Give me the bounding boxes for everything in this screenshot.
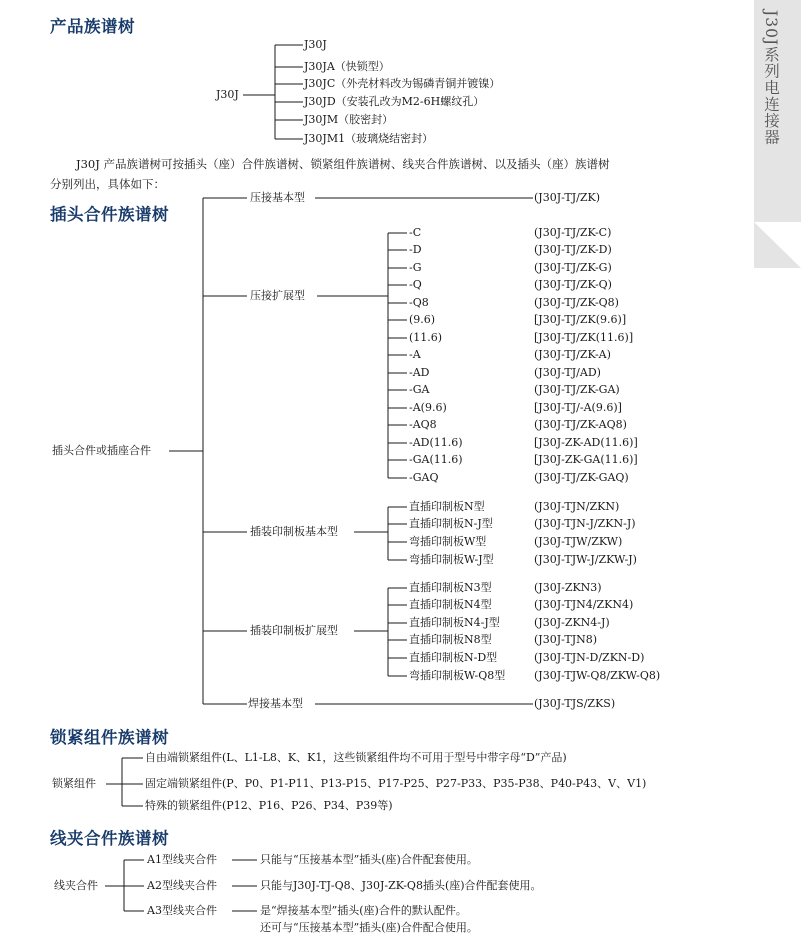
crimp-ext-code: (J30J-TJ/AD) <box>534 366 601 379</box>
crimp-ext-code: [J30J-TJ/-A(9.6)] <box>534 401 622 414</box>
pcb-basic-item: 弯插印制板W型 <box>409 535 487 548</box>
crimp-ext-code: (J30J-TJ/ZK-C) <box>534 226 612 239</box>
pcb-basic-code: (J30J-TJN/ZKN) <box>534 500 620 513</box>
crimp-ext-item: -G <box>409 261 422 274</box>
pcb-ext-code: (J30J-ZKN4-J) <box>534 616 610 629</box>
branch-pcb-ext: 插装印制板扩展型 <box>250 624 338 637</box>
crimp-ext-item: -AD <box>409 366 430 379</box>
tree-item: J30JC（外壳材料改为锡磷青铜并镀镍） <box>304 77 501 90</box>
crimp-ext-code: [J30J-ZK-AD(11.6)] <box>534 436 638 449</box>
pcb-ext-code: (J30J-TJW-Q8/ZKW-Q8) <box>534 669 661 682</box>
pcb-ext-item: 直插印制板N8型 <box>409 633 492 646</box>
pcb-basic-code: (J30J-TJW-J/ZKW-J) <box>534 553 637 566</box>
crimp-ext-item: -GA <box>409 383 430 396</box>
section-title-clamp-tree: 线夹合件族谱树 <box>50 829 169 848</box>
pcb-ext-code: (J30J-ZKN3) <box>534 581 602 594</box>
intro-paragraph-line1: J30J 产品族谱树可按插头（座）合件族谱树、锁紧组件族谱树、线夹合件族谱树、以及插头（座）族谱树 <box>76 157 610 171</box>
crimp-ext-code: (J30J-TJ/ZK-GAQ) <box>534 471 629 484</box>
tree-root-j30j: J30J <box>216 88 239 101</box>
crimp-ext-item: -C <box>409 226 422 239</box>
pcb-ext-item: 直插印制板N4型 <box>409 598 492 611</box>
crimp-ext-item: -A <box>409 348 421 361</box>
pcb-basic-code: (J30J-TJN-J/ZKN-J) <box>534 517 636 530</box>
clamp-item: A1型线夹合件 <box>147 853 217 866</box>
clamp-item: A2型线夹合件 <box>147 879 217 892</box>
branch-crimp-ext: 压接扩展型 <box>250 289 305 302</box>
tree-item: J30JA（快锁型） <box>304 60 390 73</box>
crimp-ext-code: (J30J-TJ/ZK-A) <box>534 348 611 361</box>
crimp-ext-code: (J30J-TJ/ZK-G) <box>534 261 612 274</box>
code-weld-basic: (J30J-TJS/ZKS) <box>534 697 616 710</box>
tree-root-clamp: 线夹合件 <box>54 879 98 892</box>
crimp-ext-item: -D <box>409 243 422 256</box>
crimp-ext-code: [J30J-TJ/ZK(9.6)] <box>534 313 627 326</box>
intro-paragraph-line2: 分别列出，具体如下： <box>50 177 165 191</box>
pcb-ext-code: (J30J-TJN8) <box>534 633 598 646</box>
crimp-ext-item: -AD(11.6) <box>409 436 463 449</box>
branch-crimp-basic: 压接基本型 <box>250 191 305 204</box>
crimp-ext-item: (11.6) <box>409 331 443 344</box>
pcb-ext-code: (J30J-TJN-D/ZKN-D) <box>534 651 645 664</box>
lock-item: 特殊的锁紧组件(P12、P16、P26、P34、P39等) <box>145 799 393 812</box>
section-title-lock-tree: 锁紧组件族谱树 <box>50 728 169 747</box>
crimp-ext-code: (J30J-TJ/ZK-AQ8) <box>534 418 627 431</box>
crimp-ext-code: (J30J-TJ/ZK-GA) <box>534 383 620 396</box>
branch-weld-basic: 焊接基本型 <box>248 697 303 710</box>
section-title-plug-tree: 插头合件族谱树 <box>50 205 169 224</box>
crimp-ext-item: -Q8 <box>409 296 429 309</box>
crimp-ext-item: -AQ8 <box>409 418 437 431</box>
lock-item: 固定端锁紧组件(P、P0、P1-P11、P13-P15、P17-P25、P27-P33、P35-P38、P40-P43、V、V1) <box>145 777 647 790</box>
branch-pcb-basic: 插装印制板基本型 <box>250 525 338 538</box>
tree-root-lock: 锁紧组件 <box>52 777 96 790</box>
crimp-ext-item: (9.6) <box>409 313 436 326</box>
pcb-ext-item: 直插印制板N-D型 <box>409 651 498 664</box>
crimp-ext-code: (J30J-TJ/ZK-D) <box>534 243 612 256</box>
crimp-ext-item: -GA(11.6) <box>409 453 463 466</box>
tree-item: J30JM（胶密封） <box>304 113 394 126</box>
pcb-ext-item: 直插印制板N3型 <box>409 581 492 594</box>
code-crimp-basic: (J30J-TJ/ZK) <box>534 191 601 204</box>
pcb-ext-item: 直插印制板N4-J型 <box>409 616 500 629</box>
section-title-product-tree: 产品族谱树 <box>50 17 135 36</box>
clamp-desc: 只能与“压接基本型”插头(座)合件配套使用。 <box>260 853 478 866</box>
crimp-ext-code: [J30J-ZK-GA(11.6)] <box>534 453 638 466</box>
tree-item: J30JM1（玻璃烧结密封） <box>304 132 434 145</box>
pcb-ext-item: 弯插印制板W-Q8型 <box>409 669 506 682</box>
pcb-basic-item: 直插印制板N-J型 <box>409 517 493 530</box>
crimp-ext-code: (J30J-TJ/ZK-Q) <box>534 278 612 291</box>
pcb-ext-code: (J30J-TJN4/ZKN4) <box>534 598 634 611</box>
crimp-ext-code: (J30J-TJ/ZK-Q8) <box>534 296 619 309</box>
tree-item: J30J <box>304 38 327 51</box>
pcb-basic-code: (J30J-TJW/ZKW) <box>534 535 623 548</box>
tree-item: J30JD（安装孔改为M2-6H螺纹孔） <box>304 95 485 108</box>
clamp-desc: 只能与J30J-TJ-Q8、J30J-ZK-Q8插头(座)合件配套使用。 <box>260 879 542 892</box>
sidebar-title: J30J系列电连接器 <box>762 10 780 146</box>
crimp-ext-item: -Q <box>409 278 422 291</box>
crimp-ext-item: -GAQ <box>409 471 439 484</box>
crimp-ext-code: [J30J-TJ/ZK(11.6)] <box>534 331 634 344</box>
clamp-item: A3型线夹合件 <box>147 904 217 917</box>
clamp-desc: 还可与“压接基本型”插头(座)合件配合使用。 <box>260 921 478 934</box>
lock-item: 自由端锁紧组件(L、L1-L8、K、K1，这些锁紧组件均不可用于型号中带字母“D”产品) <box>145 751 567 764</box>
pcb-basic-item: 弯插印制板W-J型 <box>409 553 494 566</box>
pcb-basic-item: 直插印制板N型 <box>409 500 485 513</box>
clamp-desc: 是“焊接基本型”插头(座)合件的默认配件。 <box>260 904 467 917</box>
tree-root-plug: 插头合件或插座合件 <box>52 444 151 457</box>
crimp-ext-item: -A(9.6) <box>409 401 447 414</box>
